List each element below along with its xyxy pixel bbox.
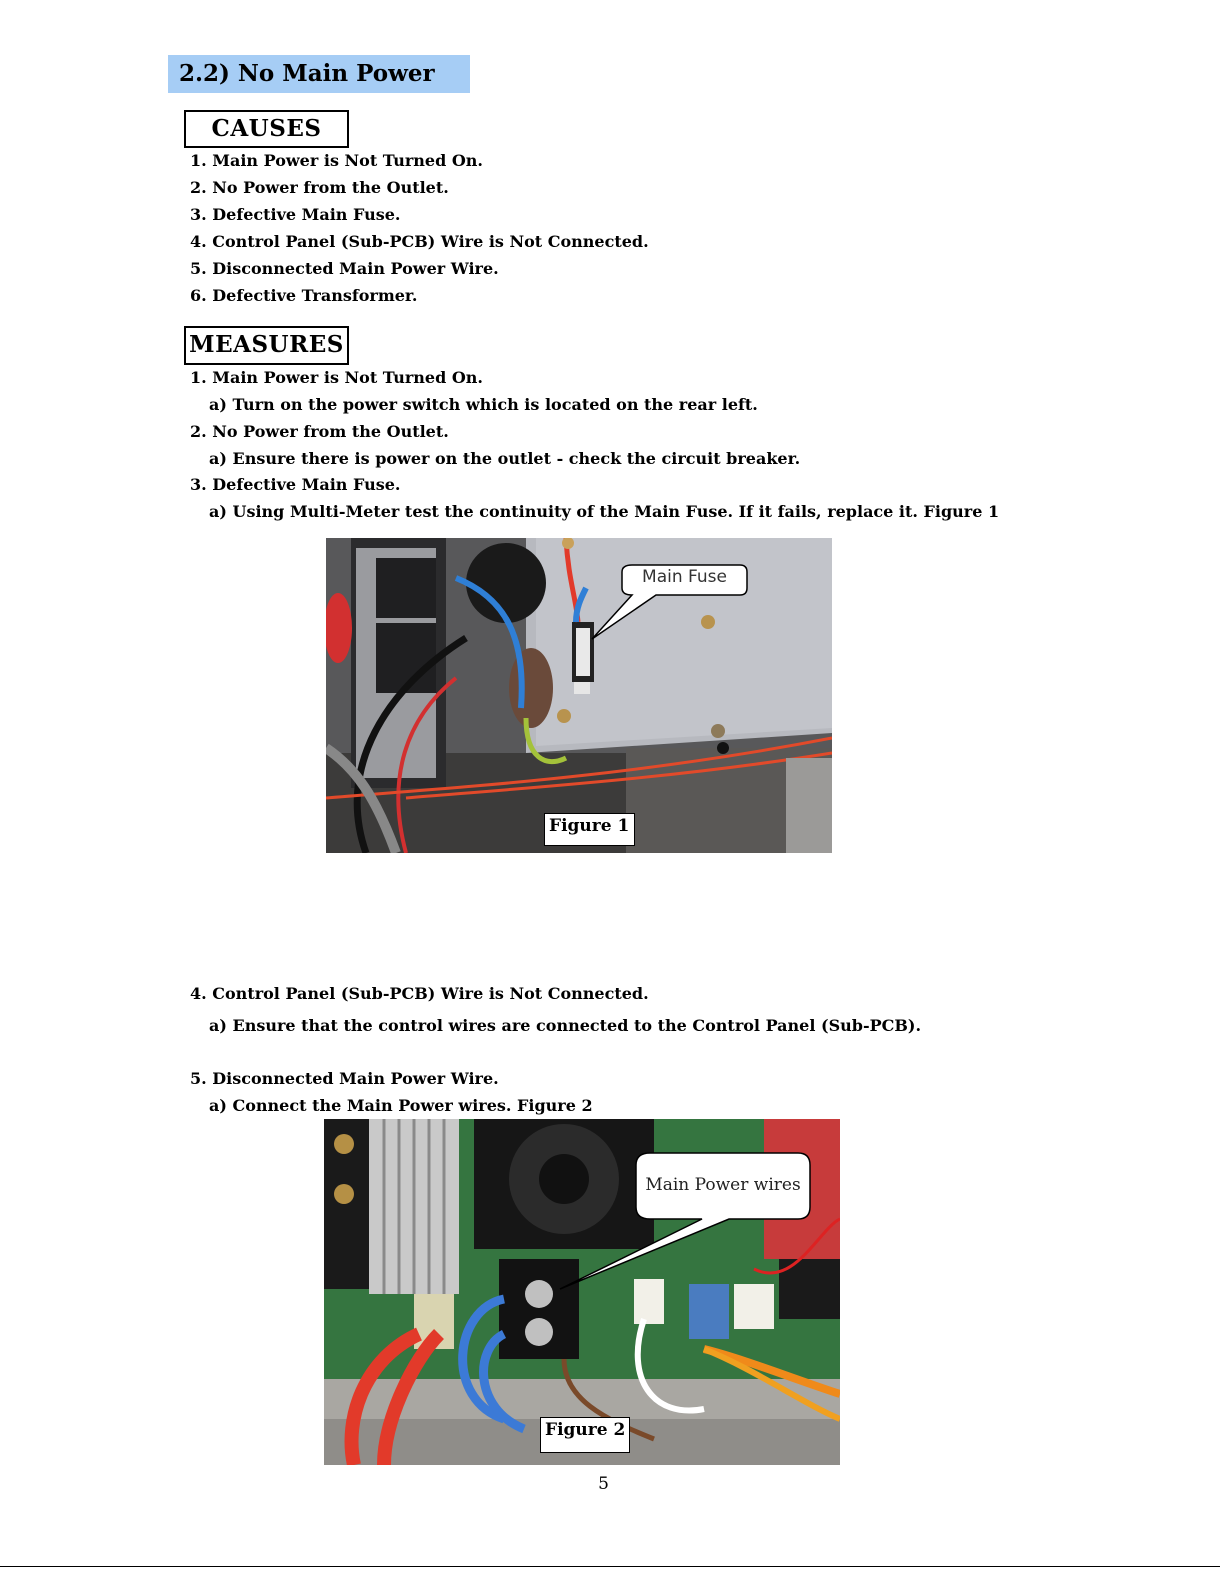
measure-subitem: a) Turn on the power switch which is located on the rear left. bbox=[209, 395, 758, 414]
figure-2-label: Figure 2 bbox=[540, 1417, 630, 1453]
measure-item: 1. Main Power is Not Turned On. bbox=[190, 368, 483, 387]
page-number: 5 bbox=[598, 1474, 609, 1494]
measure-item: 5. Disconnected Main Power Wire. bbox=[190, 1069, 499, 1088]
page-bottom-rule bbox=[0, 1566, 1220, 1567]
causes-heading: CAUSES bbox=[184, 110, 349, 148]
measure-subitem: a) Ensure that the control wires are connected to the Control Panel (Sub-PCB). bbox=[209, 1016, 922, 1035]
measures-heading: MEASURES bbox=[184, 326, 349, 365]
measure-item: 3. Defective Main Fuse. bbox=[190, 475, 401, 494]
figure-2-photo bbox=[324, 1119, 840, 1465]
main-power-wires-callout-text: Main Power wires bbox=[645, 1175, 801, 1195]
main-fuse-callout bbox=[326, 538, 832, 853]
main-power-wires-callout bbox=[324, 1119, 840, 1465]
cause-item: 1. Main Power is Not Turned On. bbox=[190, 151, 483, 170]
measure-subitem: a) Ensure there is power on the outlet - check the circuit breaker. bbox=[209, 449, 801, 468]
cause-item: 6. Defective Transformer. bbox=[190, 286, 418, 305]
section-title: 2.2) No Main Power bbox=[168, 55, 470, 93]
main-fuse-callout-text: Main Fuse bbox=[642, 567, 727, 587]
measure-item: 2. No Power from the Outlet. bbox=[190, 422, 449, 441]
figure-1-photo bbox=[326, 538, 832, 853]
figure-1-label: Figure 1 bbox=[544, 813, 635, 846]
cause-item: 3. Defective Main Fuse. bbox=[190, 205, 401, 224]
cause-item: 2. No Power from the Outlet. bbox=[190, 178, 449, 197]
cause-item: 5. Disconnected Main Power Wire. bbox=[190, 259, 499, 278]
cause-item: 4. Control Panel (Sub-PCB) Wire is Not Connected. bbox=[190, 232, 649, 251]
measure-subitem: a) Connect the Main Power wires. Figure 2 bbox=[209, 1096, 593, 1115]
measure-subitem: a) Using Multi-Meter test the continuity of the Main Fuse. If it fails, replace it. Figure 1 bbox=[209, 502, 1000, 521]
measure-item: 4. Control Panel (Sub-PCB) Wire is Not Connected. bbox=[190, 984, 649, 1003]
